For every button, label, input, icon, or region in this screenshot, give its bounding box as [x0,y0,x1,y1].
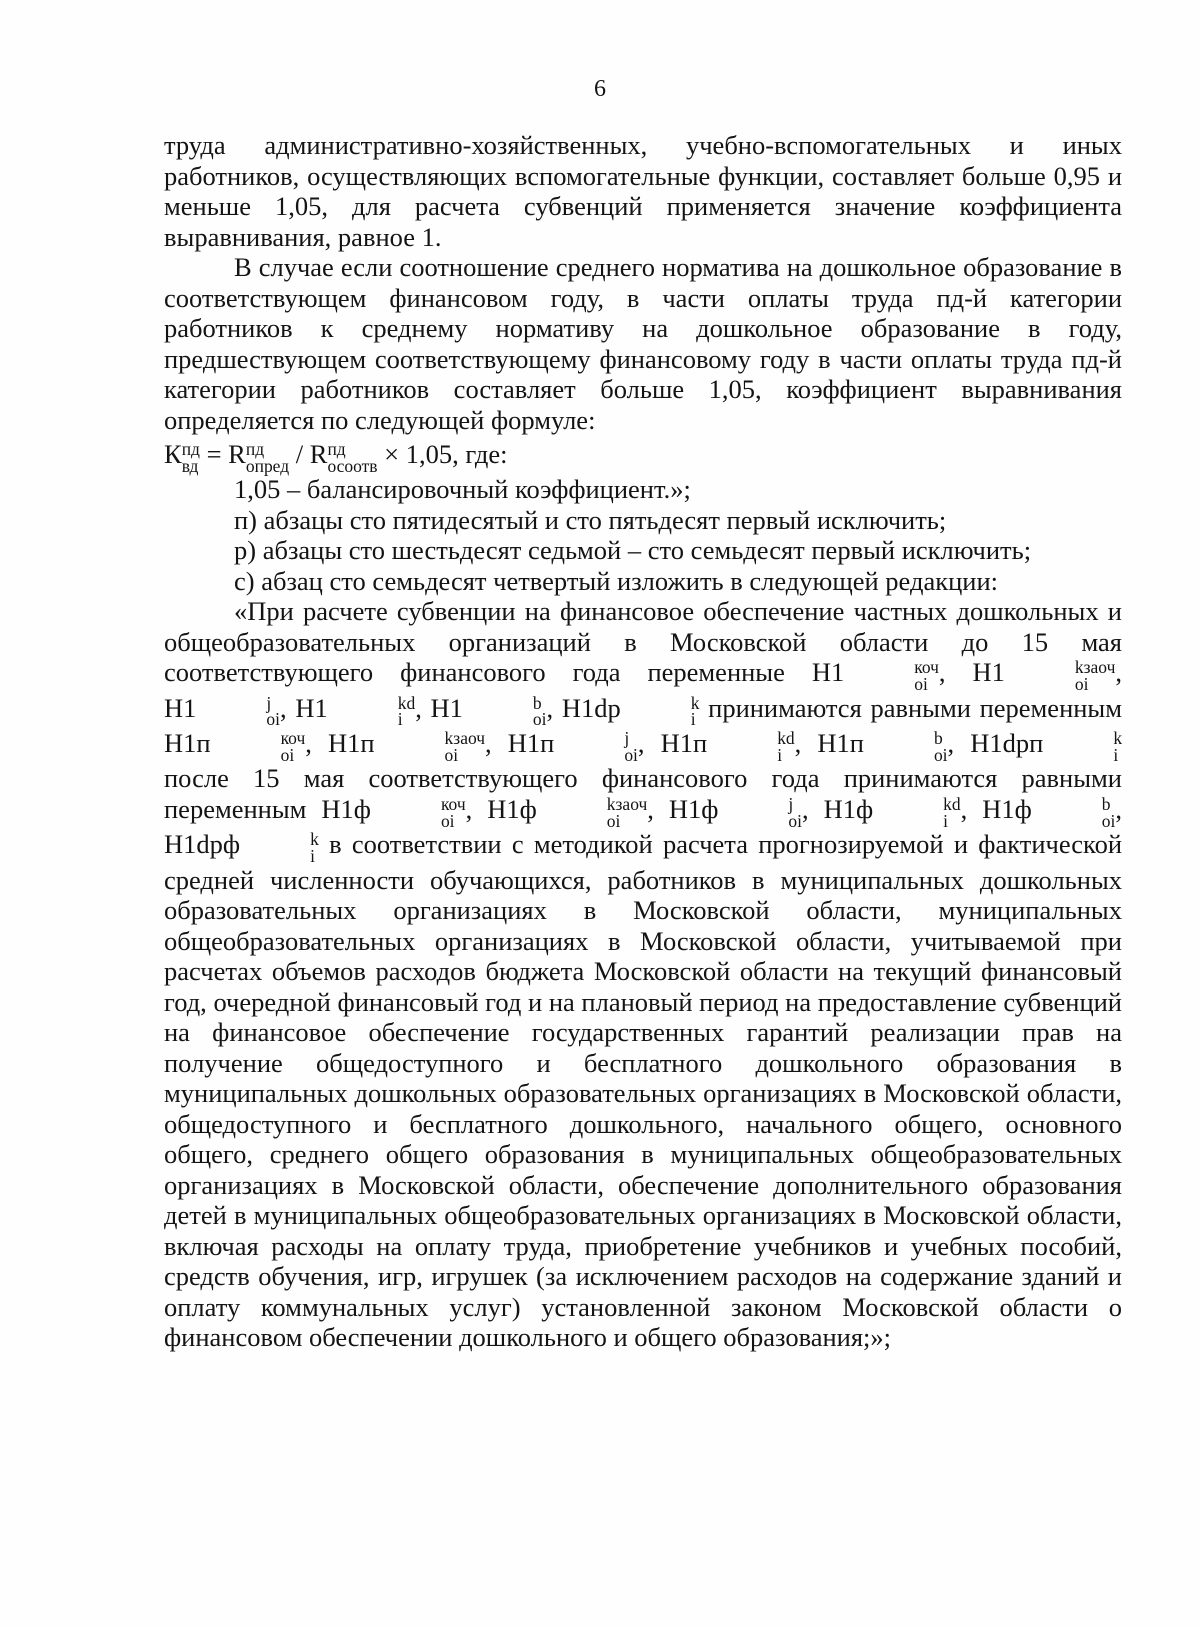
variable-subscript: i [397,709,403,730]
variable-subscript: oi [280,744,295,765]
variable-superscript: kзаоч [1074,657,1116,678]
variable-separator: , [546,692,562,723]
paragraph-formula-condition: В случае если соотношение среднего норматива на дошкольное образование в соответствующем финансовом году, в части оплаты труда пд-й категории работников к среднему нормативу на дошкольное образование в году, предшествующем соответствующему финансовому году в части оплаты труда пд-й категории работников составляет больше 1,05, коэффициент выравнивания определяется по следующей формуле: [164,252,1122,435]
variable-base: Н1п [164,728,211,759]
alignment-coefficient-formula [164,435,1122,474]
variable-separator: , [415,692,431,723]
variable-subscript: oi [1074,674,1089,695]
variable-base: Н1 [972,657,1005,688]
formula-variable [817,728,948,765]
variable-separator: , [637,728,661,759]
formula-variable [823,793,961,831]
variable-base: Н1п [327,728,375,759]
variable-separator: , [938,657,973,688]
variable-subscript: oi [532,709,547,730]
variable-base: Н1 [295,692,328,723]
page-number: 6 [594,76,606,102]
formula-r-opred: R пд опред [228,439,290,476]
formula-slash: / [289,439,310,469]
variable-subscript: i [310,845,315,866]
variable-superscript: k [1113,728,1123,749]
formula-variable [660,728,795,765]
formula-variable [164,692,280,730]
variable-superscript: kd [397,692,416,713]
variable-superscript: b [933,728,943,749]
formula-r1-sup: пд [245,439,265,460]
variable-separator: , [280,692,296,723]
variable-superscript: j [624,728,630,749]
amendment-item-s: с) абзац сто семьдесят четвертый изложить в следующей редакции: [234,565,998,596]
variable-superscript: kd [777,728,795,749]
amendment-item-r: р) абзацы сто шестьдесят седьмой – сто семьдесят первый исключить; [234,535,1032,566]
formula-variable [164,728,306,765]
variable-subscript: oi [788,810,803,831]
variables-n1p-group [164,728,1123,765]
formula-variable [972,657,1116,695]
variable-superscript: коч [914,657,939,678]
document-body [164,130,1122,1353]
para3-text-3: после 15 мая соответствующего финансового года принимаются равными переменным [164,763,1122,824]
formula-variable [295,692,416,730]
para3-text-2: принимаются равными переменным [699,692,1123,723]
formula-variable [970,728,1123,765]
formula-variable [430,692,547,730]
formula-k-sup: пд [181,439,200,460]
formula-variable [561,692,700,730]
formula-tail: × 1,05, где: [377,439,508,469]
paragraph-coefficient-equal-one: труда административно-хозяйственных, учебно-вспомогательных и иных работников, осуществляющих вспомогательные функции, составляет больше 0,95 и меньше 1,05, для расчета субвенций применяется значение коэффициента выравнивания, равное 1. [164,130,1122,252]
variable-separator: , [802,793,824,824]
formula-variable [487,793,648,831]
variable-base: Н1ф [321,793,371,824]
formula-r-osootv: R пд осоотв [309,439,378,476]
variable-superscript: kзаоч [444,728,486,749]
formula-r2-sub: осоотв [327,455,378,476]
formula-k: К пд вд [164,439,200,476]
formula-variable [811,657,939,695]
variable-separator: , [465,793,488,824]
amendment-item-p: п) абзацы сто пятидесятый и сто пятьдесят первый исключить; [234,504,947,535]
variable-separator: , [305,728,328,759]
variable-subscript: oi [606,810,621,831]
variable-superscript: kзаоч [606,794,648,814]
formula-variable [668,793,803,831]
formula-r2-sup: пд [327,439,346,460]
variable-subscript: oi [266,709,280,730]
variable-separator: , [794,728,818,759]
formula-variable [982,793,1116,831]
variable-base: Н1 [430,692,463,723]
variable-separator: , [647,793,669,824]
variable-subscript: i [777,744,783,765]
variable-superscript: k [310,829,319,850]
variable-separator: , [1115,657,1123,688]
variable-subscript: oi [1101,810,1116,831]
variable-superscript: j [788,794,794,814]
balance-coefficient-line: 1,05 – балансировочный коэффициент.»; [234,474,691,505]
formula-variable [321,793,466,831]
variable-subscript: oi [444,744,459,765]
variable-subscript: i [943,810,949,831]
para3-text-1: «При расчете субвенции на финансовое обеспечение частных дошкольных и общеобразовательных организаций в Московской области до 15 мая соответствующего финансового года переменные [164,596,1122,688]
variable-superscript: kd [943,794,961,814]
variable-base: Н1 [811,657,845,688]
variable-base: Н1dрп [970,728,1044,759]
variable-superscript: коч [280,728,306,749]
formula-equals: = [199,439,229,469]
variable-superscript: b [532,692,542,713]
variable-separator: , [960,793,983,824]
variable-base: Н1ф [487,793,537,824]
variable-base: Н1dрф [164,829,241,860]
variable-base: Н1ф [982,793,1032,824]
variable-superscript: k [690,692,700,713]
formula-r1-sub: опред [245,455,290,476]
variable-superscript: b [1101,794,1111,814]
para3-text-4: в соответствии с методикой расчета прогнозируемой и фактической средней численности обучающихся, работников в муниципальных дошкольных образовательных организациях в Московской области, муниципальных общеобразовательных организациях в Московской области, учитываемой при расчетах объемов расходов бюджета Московской области на текущий финансовый год, очередной финансовый год и на плановый период на предоставление субвенций на финансовое обеспечение государственных гарантий реализации прав на получение общедоступного и бесплатного дошкольного образования в муниципальных дошкольных образовательных организациях в Московской области, общедоступного и бесплатного дошкольного, начального общего, основного общего, среднего общего образования в муниципальных общеобразовательных организациях в Московской области, обеспечение дополнительного образования детей в муниципальных общеобразовательных организациях в Московской области, включая расходы на оплату труда, приобретение учебников и учебных пособий, средств обучения, игр, игрушек (за исключением расходов на содержание зданий и оплату коммунальных услуг) установленной законом Московской области о финансовом обеспечении дошкольного и общего образования;»; [164,829,1122,1353]
formula-k-sub: вд [181,455,199,476]
variable-base: Н1п [660,728,708,759]
variable-base: Н1ф [823,793,874,824]
formula-variable [507,728,638,765]
variable-subscript: i [1113,744,1119,765]
variable-separator: , [1115,793,1123,824]
variable-base: Н1ф [668,793,719,824]
variable-base: Н1п [507,728,555,759]
variable-separator: , [947,728,971,759]
variable-subscript: oi [914,674,928,695]
formula-variable [164,829,319,866]
variable-superscript: коч [440,794,466,814]
paragraph-new-edition [164,596,1122,1352]
formula-variable [327,728,486,765]
variable-subscript: oi [440,810,455,831]
variable-subscript: i [690,709,696,730]
variable-base: Н1п [817,728,864,759]
variable-base: Н1dр [561,692,621,723]
variable-base: Н1 [164,692,197,723]
variable-subscript: oi [933,744,948,765]
variable-superscript: j [266,692,272,713]
variable-subscript: oi [624,744,638,765]
variable-separator: , [485,728,508,759]
